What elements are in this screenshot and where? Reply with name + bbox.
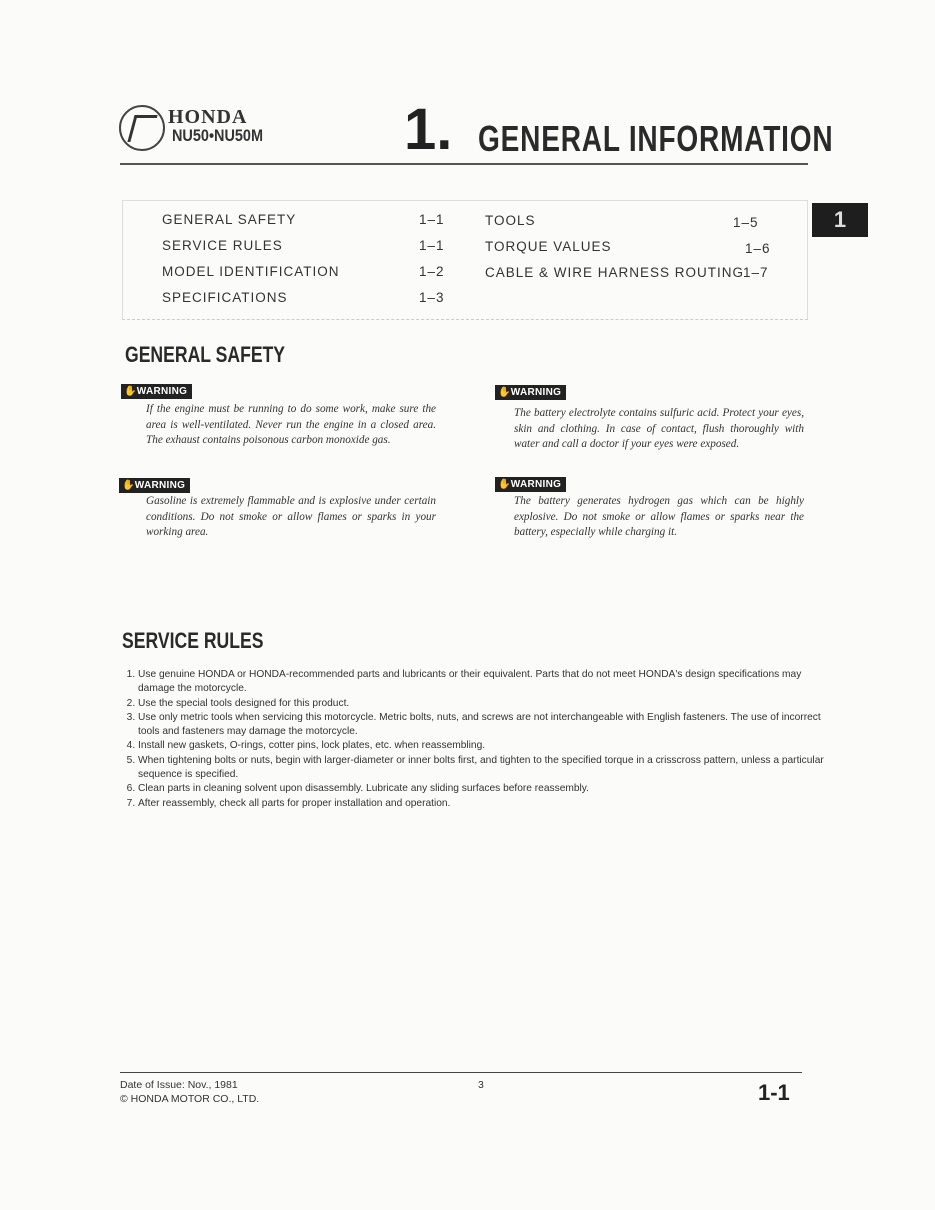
toc-label: TORQUE VALUES xyxy=(485,239,612,254)
toc-label: CABLE & WIRE HARNESS ROUTING xyxy=(485,265,745,280)
toc-label: GENERAL SAFETY xyxy=(162,212,297,227)
sheet-number: 3 xyxy=(478,1079,484,1091)
warning-badge: ✋WARNING xyxy=(119,478,190,493)
warning-text: The battery electrolyte contains sulfuric acid. Protect your eyes, skin and clothing. In case of contact, flush thoroughly with water and call a doctor if your eyes were exposed. xyxy=(514,407,804,450)
chapter-title: GENERAL INFORMATION xyxy=(478,118,834,159)
list-item: 5. When tightening bolts or nuts, begin with larger-diameter or inner bolts first, and tighten to the specified torque in a crisscross pattern, unless a particular sequence is specified. xyxy=(138,754,832,783)
issue-date: Date of Issue: Nov., 1981 xyxy=(120,1079,238,1091)
toc-page: 1–2 xyxy=(419,264,445,279)
list-item: 2. Use the special tools designed for this product. xyxy=(138,697,832,711)
table-of-contents xyxy=(122,200,808,320)
warning-text: If the engine must be running to do some work, make sure the area is well-ventilated. Never run the engine in a closed area. The exhaust contains poisonous carbon monoxide gas. xyxy=(146,403,436,446)
model-name: NU50•NU50M xyxy=(172,126,263,145)
toc-page: 1–5 xyxy=(733,215,759,230)
hand-icon: ✋ xyxy=(122,480,135,491)
toc-page: 1–1 xyxy=(419,238,445,253)
warning-badge: ✋WARNING xyxy=(121,384,192,399)
toc-label: SERVICE RULES xyxy=(162,238,283,253)
toc-page: 1–6 xyxy=(745,241,771,256)
list-item: 3. Use only metric tools when servicing this motorcycle. Metric bolts, nuts, and screws are not interchangeable with English fasteners. The use of incorrect tools and fasteners may damage the motorcycle. xyxy=(138,711,832,740)
toc-page: 1–7 xyxy=(743,265,769,280)
list-item: 6. Clean parts in cleaning solvent upon disassembly. Lubricate any sliding surfaces before reassembly. xyxy=(138,782,832,796)
hand-icon: ✋ xyxy=(498,479,511,490)
toc-page: 1–3 xyxy=(419,290,445,305)
section-heading-general-safety: GENERAL SAFETY xyxy=(125,342,286,367)
toc-page: 1–1 xyxy=(419,212,445,227)
warning-text: The battery generates hydrogen gas which can be highly explosive. Do not smoke or allow flames or sparks near the battery, especially while charging it. xyxy=(514,495,804,538)
hand-icon: ✋ xyxy=(498,387,511,398)
page-number: 1-1 xyxy=(758,1080,790,1105)
hand-icon: ✋ xyxy=(124,386,137,397)
header-divider xyxy=(120,163,808,165)
warning-badge: ✋WARNING xyxy=(495,385,566,400)
list-item: 7. After reassembly, check all parts for proper installation and operation. xyxy=(138,797,832,811)
chapter-tab: 1 xyxy=(812,203,868,237)
copyright: © HONDA MOTOR CO., LTD. xyxy=(120,1093,260,1105)
honda-wing-logo-icon xyxy=(119,105,165,151)
service-rules-list xyxy=(120,668,832,811)
section-heading-service-rules: SERVICE RULES xyxy=(122,628,264,653)
warning-text: Gasoline is extremely flammable and is explosive under certain conditions. Do not smoke or allow flames or sparks in your working area. xyxy=(146,495,436,538)
toc-label: MODEL IDENTIFICATION xyxy=(162,264,340,279)
footer-divider xyxy=(120,1072,802,1073)
brand-name: HONDA xyxy=(168,106,248,128)
list-item: 4. Install new gaskets, O-rings, cotter pins, lock plates, etc. when reassembling. xyxy=(138,739,832,753)
chapter-number: 1. xyxy=(404,97,453,162)
warning-badge: ✋WARNING xyxy=(495,477,566,492)
toc-label: TOOLS xyxy=(485,213,536,228)
toc-label: SPECIFICATIONS xyxy=(162,290,288,305)
list-item: 1. Use genuine HONDA or HONDA-recommended parts and lubricants or their equivalent. Parts that do not meet HONDA's design specifications may damage the motorcycle. xyxy=(138,668,832,697)
